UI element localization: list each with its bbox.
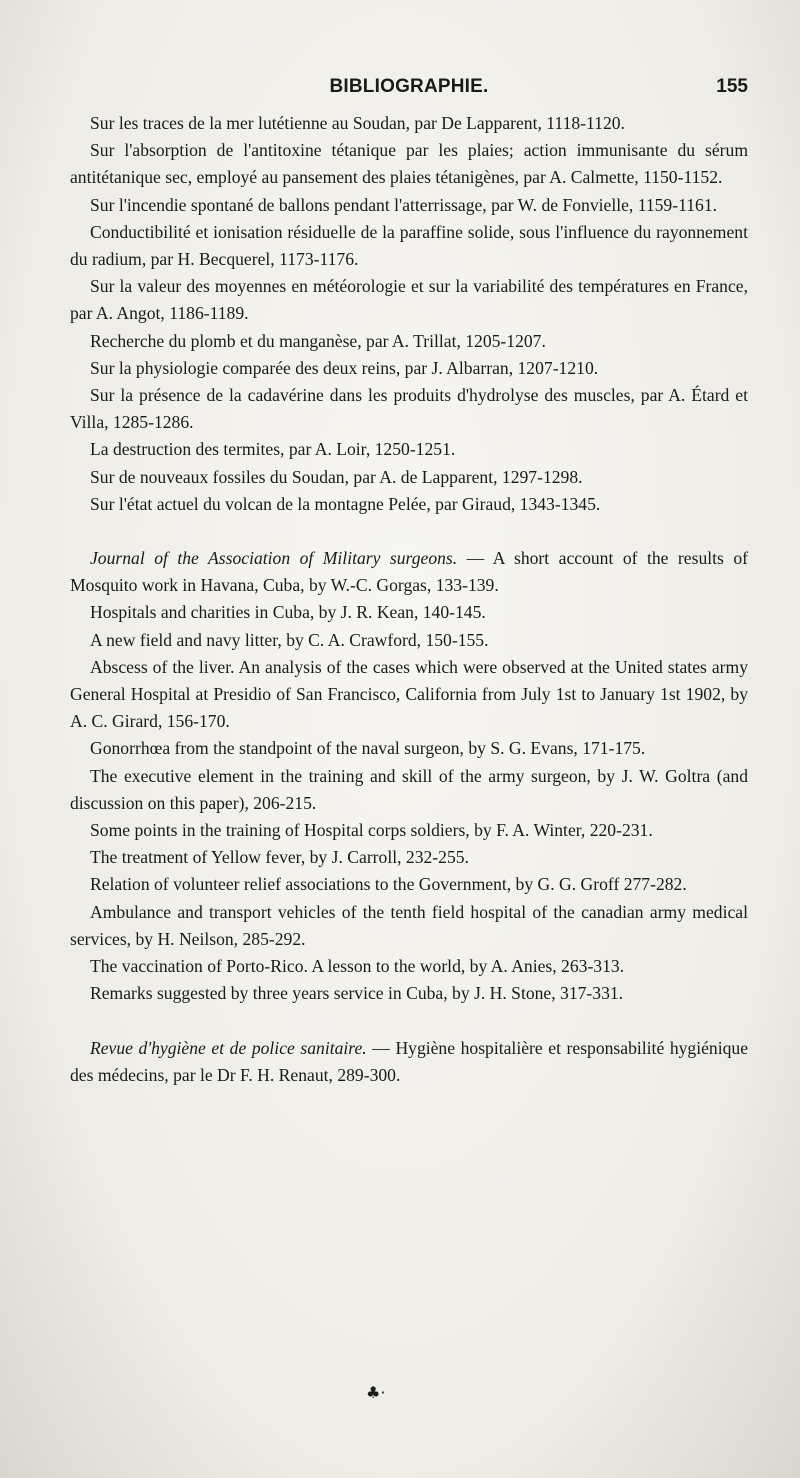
bibliography-entry: Ambulance and transport vehicles of the tenth field hospital of the canadian army medical services, by H. Neilson, 285-292.	[70, 901, 748, 949]
page-number: 155	[716, 76, 748, 97]
bibliography-body	[70, 110, 748, 1089]
printer-ornament: ♣·	[366, 1383, 386, 1402]
bibliography-entry: Sur la valeur des moyennes en météorologie et sur la variabilité des températures en France, par A. Angot, 1186-1189.	[70, 276, 748, 324]
journal-section-military	[70, 545, 748, 599]
journal-title: Revue d'hygiène et de police sanitaire.	[90, 1037, 367, 1058]
section-gap	[70, 518, 748, 545]
bibliography-entry: Sur la présence de la cadavérine dans les produits d'hydrolyse des muscles, par A. Étard et Villa, 1285-1286.	[70, 385, 748, 433]
journal-first-entry: — A short account of the results of Mosquito work in Havana, Cuba, by W.-C. Gorgas, 133-139.	[70, 548, 748, 596]
bibliography-entry: Remarks suggested by three years service in Cuba, by J. H. Stone, 317-331.	[90, 983, 624, 1004]
bibliography-entry: Recherche du plomb et du manganèse, par A. Trillat, 1205-1207.	[90, 330, 546, 351]
bibliography-entry: La destruction des termites, par A. Loir, 1250-1251.	[90, 439, 456, 460]
bibliography-entry: Sur de nouveaux fossiles du Soudan, par A. de Lapparent, 1297-1298.	[90, 466, 583, 487]
bibliography-entry: Relation of volunteer relief associations to the Government, by G. G. Groff 277-282.	[90, 874, 687, 895]
bibliography-entry: A new field and navy litter, by C. A. Crawford, 150-155.	[90, 629, 489, 650]
bibliography-entry: Sur l'absorption de l'antitoxine tétanique par les plaies; action immunisante du sérum antitétanique sec, employé au pansement des plaies tétanigènes, par A. Calmette, 1150-1152.	[70, 140, 748, 188]
page-header	[70, 76, 748, 102]
bibliography-entry: The vaccination of Porto-Rico. A lesson to the world, by A. Anies, 263-313.	[90, 956, 625, 977]
bibliography-entry: Sur l'état actuel du volcan de la montagne Pelée, par Giraud, 1343-1345.	[90, 493, 601, 514]
bibliography-entry: Conductibilité et ionisation résiduelle de la paraffine solide, sous l'influence du rayonnement du radium, par H. Becquerel, 1173-1176.	[70, 221, 748, 270]
bibliography-entry: Some points in the training of Hospital corps soldiers, by F. A. Winter, 220-231.	[90, 820, 653, 841]
bibliography-entry: Abscess of the liver. An analysis of the cases which were observed at the United states army General Hospital at Presidio of San Francisco, California from July 1st to January 1st 1902, by A. C. Girard, 156-170.	[70, 656, 748, 732]
journal-entry-text: — Hygiène hospitalière et responsabilité hygiénique des médecins, par le Dr F. H. Renaut, 289-300.	[70, 1037, 748, 1085]
bibliography-entry: Hospitals and charities in Cuba, by J. R. Kean, 140-145.	[90, 602, 486, 623]
journal-section-revue	[70, 1035, 748, 1089]
section-gap	[70, 1008, 748, 1035]
bibliography-entry: The treatment of Yellow fever, by J. Carroll, 232-255.	[90, 847, 469, 868]
journal-title: Journal of the Association of Military surgeons.	[90, 548, 458, 569]
bibliography-entry: Gonorrhœa from the standpoint of the naval surgeon, by S. G. Evans, 171-175.	[90, 738, 646, 759]
bibliography-entry: Sur la physiologie comparée des deux reins, par J. Albarran, 1207-1210.	[90, 357, 599, 378]
bibliography-entry: The executive element in the training and skill of the army surgeon, by J. W. Goltra (and discussion on this paper), 206-215.	[70, 765, 748, 813]
bibliography-entry: Sur les traces de la mer lutétienne au Soudan, par De Lapparent, 1118-1120.	[90, 113, 625, 133]
bibliography-entry: Sur l'incendie spontané de ballons pendant l'atterrissage, par W. de Fonvielle, 1159-1161.	[90, 194, 718, 215]
running-title: BIBLIOGRAPHIE.	[329, 76, 489, 97]
